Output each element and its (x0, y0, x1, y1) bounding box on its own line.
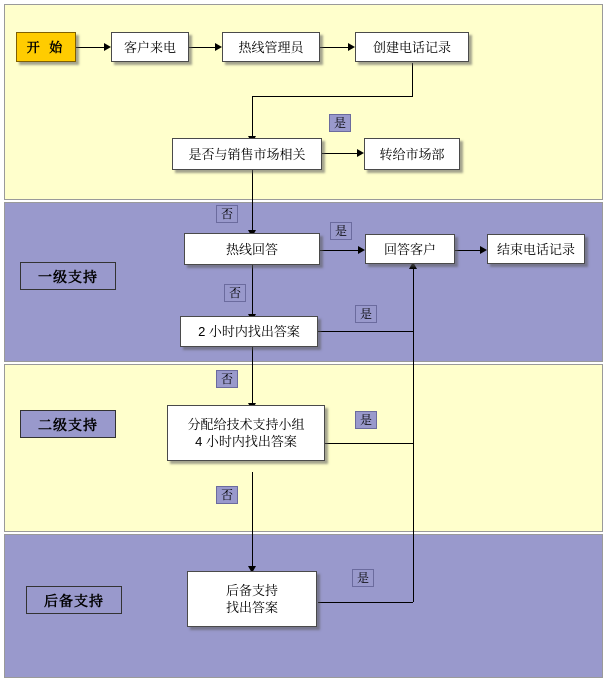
edge-label-sales-no: 否 (216, 205, 238, 223)
node-hotline-manager[interactable]: 热线管理员 (222, 32, 320, 62)
arrowhead-sales-to-marketing (357, 149, 364, 157)
arrowhead-hotline-to-answer (358, 246, 365, 254)
edge-manager-to-record (320, 47, 348, 48)
band-label-backup: 后备支持 (26, 586, 122, 614)
node-create-call-record[interactable]: 创建电话记录 (355, 32, 469, 62)
edge-record-down (412, 63, 413, 96)
arrowhead-call-to-manager (215, 43, 222, 51)
node-end-call-record[interactable]: 结束电话记录 (487, 234, 585, 264)
edge-backup-up (413, 443, 414, 602)
edge-label-2h-yes: 是 (355, 305, 377, 323)
edge-2h-up (413, 268, 414, 331)
node-start[interactable]: 开 始 (16, 32, 76, 62)
edge-label-hotline-no: 否 (224, 284, 246, 302)
node-assign-tech-group-line1: 分配给技术支持小组 (187, 417, 305, 432)
edge-hotline-to-answer (320, 250, 358, 251)
band-label-level1: 一级支持 (20, 262, 116, 290)
node-find-answer-2h[interactable]: 2 小时内找出答案 (180, 316, 318, 347)
edge-label-tech-yes: 是 (355, 411, 377, 429)
edge-label-tech-no: 否 (216, 486, 238, 504)
edge-2h-down-to-tech (252, 347, 253, 405)
edge-backup-right (318, 602, 413, 603)
edge-2h-right (318, 331, 413, 332)
node-answer-customer[interactable]: 回答客户 (365, 234, 455, 264)
edge-hotline-down-to-2h (252, 265, 253, 316)
edge-answer-to-end (455, 250, 480, 251)
edge-call-to-manager (189, 47, 215, 48)
arrowhead-manager-to-record (348, 43, 355, 51)
edge-label-backup-yes: 是 (352, 569, 374, 587)
arrowhead-start-to-call (104, 43, 111, 51)
node-assign-tech-group-line2: 4 小时内找出答案 (195, 434, 297, 449)
edge-sales-down-to-hotline (252, 170, 253, 232)
node-backup-support[interactable] (187, 571, 317, 627)
edge-record-left (252, 96, 413, 97)
edge-start-to-call (76, 47, 104, 48)
edge-sales-to-marketing (322, 153, 357, 154)
edge-label-2h-no: 否 (216, 370, 238, 388)
band-label-level2: 二级支持 (20, 410, 116, 438)
node-hotline-answer[interactable]: 热线回答 (184, 233, 320, 265)
edge-label-hotline-yes: 是 (330, 222, 352, 240)
node-transfer-marketing[interactable]: 转给市场部 (364, 138, 460, 170)
arrowhead-answer-to-end (480, 246, 487, 254)
node-customer-call[interactable]: 客户来电 (111, 32, 189, 62)
node-assign-tech-group[interactable] (167, 405, 325, 461)
edge-tech-right (325, 443, 413, 444)
edge-tech-down-to-backup (252, 472, 253, 568)
edge-tech-up (413, 331, 414, 443)
edge-record-to-sales (252, 96, 253, 138)
node-sales-related[interactable]: 是否与销售市场相关 (172, 138, 322, 170)
node-backup-support-line1: 后备支持 (225, 583, 278, 598)
node-backup-support-line2: 找出答案 (225, 600, 278, 615)
edge-label-sales-yes: 是 (329, 114, 351, 132)
